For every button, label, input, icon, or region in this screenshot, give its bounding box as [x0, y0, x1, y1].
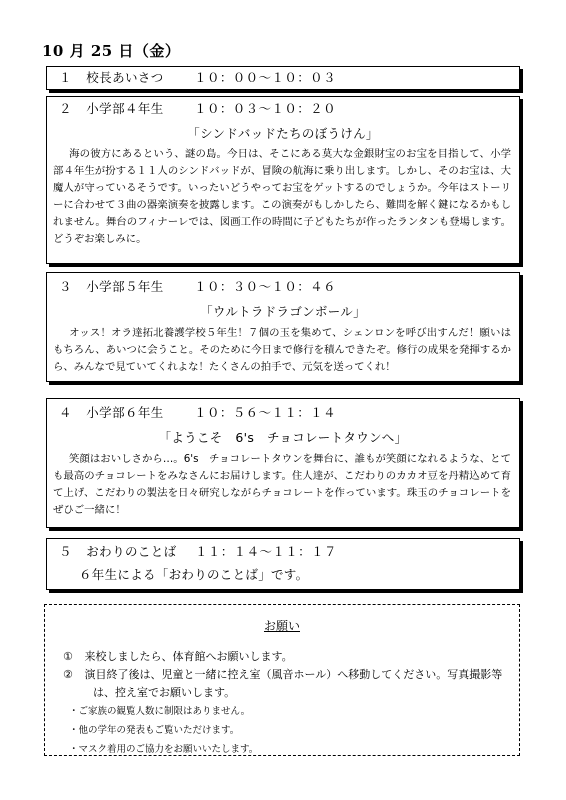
program-description — [47, 451, 519, 519]
program-name: おわりのことば — [86, 544, 177, 559]
program-number: ３ — [59, 279, 72, 294]
program-time: １０：３０～１０：４６ — [194, 279, 336, 294]
notice-item-text: 来校しましたら、体育館へお願いします。 — [84, 650, 293, 663]
program-header — [47, 544, 519, 560]
program-box-5 — [46, 538, 520, 590]
program-time: １１：１４～１１：１７ — [194, 544, 337, 559]
notice-item-continuation: は、控え室でお願いします。 — [93, 686, 236, 699]
notice-sub-item: ・他の学年の発表もご覧いただけます。 — [69, 725, 240, 736]
notice-item-number: ① — [63, 650, 73, 663]
program-box-1 — [46, 66, 520, 90]
notice-item — [45, 666, 519, 702]
notice-title: お願い — [263, 619, 300, 633]
program-number: ４ — [59, 405, 72, 420]
program-box-2 — [46, 96, 520, 264]
program-description-text: オッス！オラ達拓北養護学校５年生！７個の玉を集めて、シェンロンを呼び出すんだ！願いはもちろん、あいつに会うこと。そのために今日まで修行を積んできたぞ。修行の成果を発揮するから、みんなで見ていてくれよな！たくさんの拍手で、元気を送ってくれ！ — [53, 327, 511, 373]
program-time: １０：５６～１１：１４ — [194, 405, 336, 420]
program-title: 「ようこそ 6's チョコレートタウンへ」 — [158, 430, 408, 445]
program-description-text: 海の彼方にあるという、謎の島。今日は、そこにある莫大な金銀財宝のお宝を目指して、小学部４年生が扮する１１人のシンドバッドが、冒険の航海に乗り出します。しかし、そのお宝は、大魔人が守っているそうです。いったいどうやってお宝をゲットするのでしょうか。今年はストーリーに合わせて３曲の器楽演奏を披露します。この演奏がもしかしたら、難問を解く鍵になるかもしれません。舞台のフィナーレでは、図画工作の時間に子どもたちが作ったランタンも登場します。どうぞお楽しみに。 — [53, 148, 511, 245]
program-header — [47, 101, 519, 117]
notice-sub-item: ・ご家族の観覧人数に制限はありません。 — [69, 706, 251, 717]
notice-item-number: ② — [63, 668, 73, 681]
program-description — [47, 146, 519, 248]
notice-sub-item: ・マスク着用のご協力をお願いいたします。 — [69, 744, 259, 755]
program-description-text: 笑顔はおいしさから…。6's チョコレートタウンを舞台に、誰もが笑顔になれるような、とても最高のチョコレートをみなさんにお届けします。住人達が、こだわりのカカオ豆を丹精込めて育て上げ、こだわりの製法を日々研究しながらチョコレートを作っています。珠玉のチョコレートをぜひご一緒に！ — [53, 453, 511, 516]
program-description — [47, 325, 519, 376]
program-box-3 — [46, 272, 520, 382]
date-heading: 10 月 25 日（金） — [42, 42, 181, 60]
notice-box — [44, 604, 520, 756]
notice-item-text: 演目終了後は、児童と一緒に控え室（風音ホール）へ移動してください。写真撮影等 — [84, 668, 503, 681]
program-number: ５ — [59, 544, 72, 559]
program-name: 校長あいさつ — [86, 70, 164, 85]
program-time: １０：００～１０：０３ — [194, 70, 336, 85]
notice-item — [45, 648, 519, 666]
program-box-4 — [46, 398, 520, 528]
program-name: 小学部４年生 — [86, 101, 164, 116]
program-number: １ — [59, 70, 72, 85]
program-header — [47, 405, 519, 421]
program-header — [47, 67, 519, 89]
program-header — [47, 279, 519, 295]
program-number: ２ — [59, 101, 72, 116]
program-time: １０：０３～１０：２０ — [194, 101, 336, 116]
program-closing-text: ６年生による「おわりのことば」です。 — [79, 567, 309, 582]
program-title: 「ウルトラドラゴンボール」 — [200, 304, 366, 319]
program-name: 小学部５年生 — [86, 279, 164, 294]
program-title: 「シンドバッドたちのぼうけん」 — [187, 126, 379, 141]
program-name: 小学部６年生 — [86, 405, 164, 420]
